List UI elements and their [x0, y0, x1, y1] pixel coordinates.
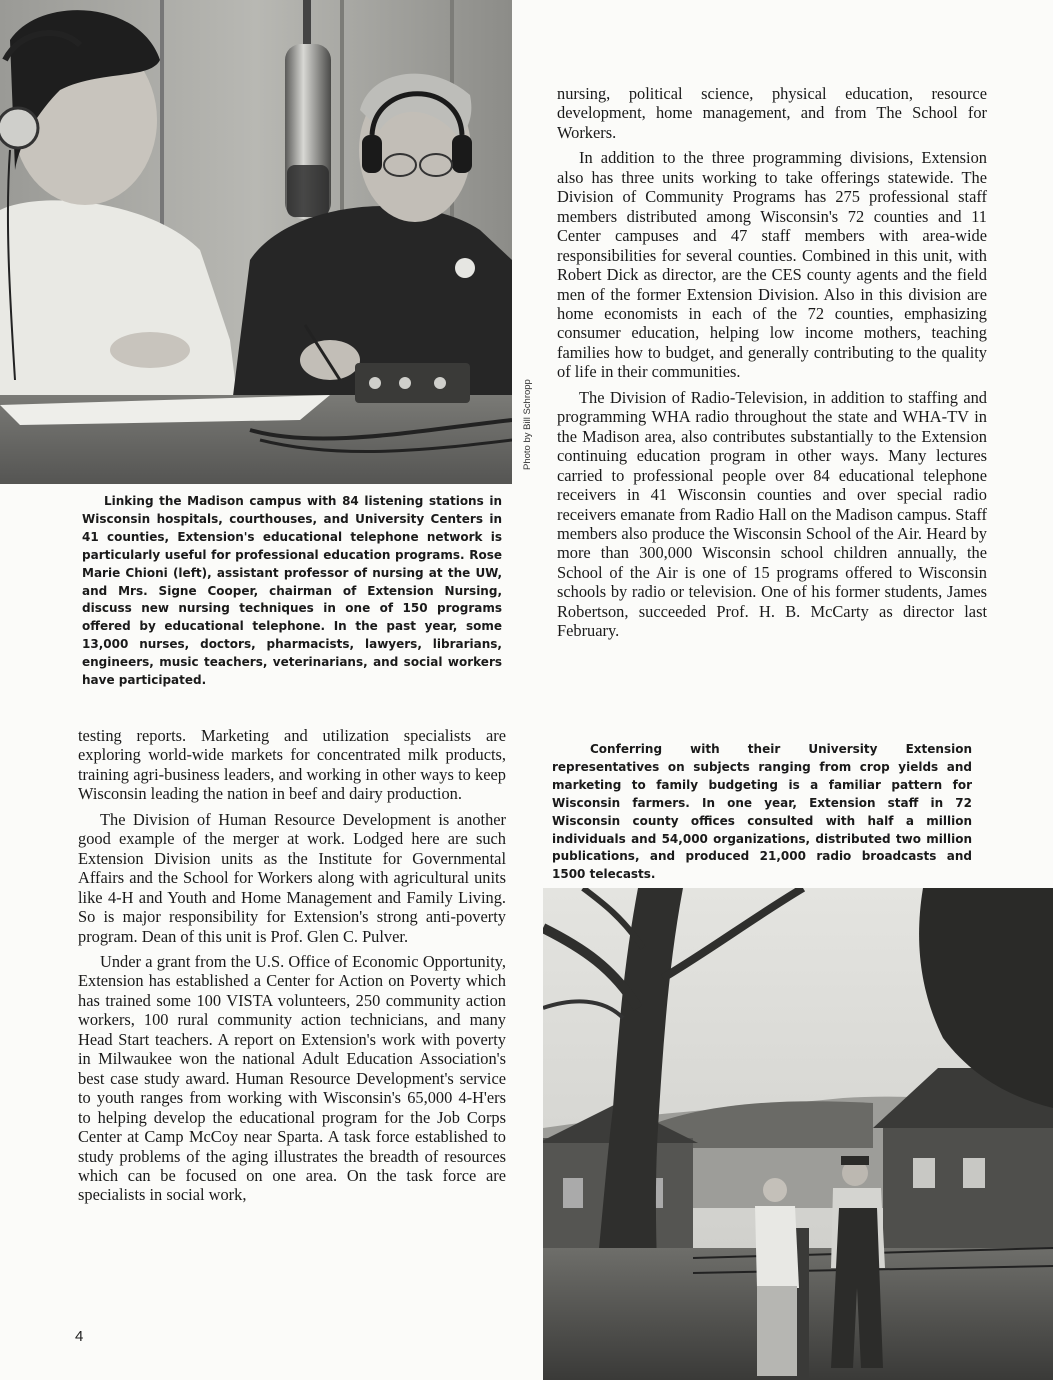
farm-photo — [543, 888, 1053, 1380]
left-paragraph-3: Under a grant from the U.S. Office of Economic Opportunity, Extension has established a Center for Action on Poverty which has trained some 100 VISTA volunteers, 250 community action workers, 100 rural community action technicians, and many Head Start teachers. A report on Extension's work with poverty in Milwaukee won the national Adult Education Association's best case study award. Human Resource Development's service to youth ranges from working with Wisconsin's 65,000 4-H'ers to helping develop the educational program for the Job Corps Center at Camp McCoy near Sparta. A task force established to study problems of the aging illustrates the breadth of resources which can be focused on one area. On the task force are specialists in social work, — [78, 951, 506, 1205]
right-paragraph-2: In addition to the three programming divisions, Extension also has three units working to take offerings statewide. The Division of Community Programs has 275 professional staff members distributed among Wisconsin's 72 counties and 11 Center campuses and 47 staff members with area-wide responsibilities for several counties. Combined in this unit, with Robert Dick as director, are the CES county agents and the field men of the former Extension Division. Also in this division are home economists in each of the 72 counties, emphasizing consumer education, helping low income mothers, teaching families how to budget, and generally contributing to the quality of life in their communities. — [557, 148, 987, 382]
farm-illustration — [543, 888, 1053, 1380]
photo-caption-bottom: Conferring with their University Extension representatives on subjects ranging from crop yields and marketing to family budgeting is a familiar pattern for Wisconsin farmers. In one year, Extension staff in 72 Wisconsin county offices consulted with half a million individuals and 54,000 organizations, distributed two million publications, and produced 21,000 radio broadcasts and 1500 telecasts. — [552, 742, 972, 882]
radio-studio-illustration — [0, 0, 512, 484]
right-paragraph-3: The Division of Radio-Television, in addition to staffing and programming WHA radio throughout the state and WHA-TV in the Madison area, also contributes substantially to the Extension continuing education program in other ways. Many lectures carried to professional people over 84 educational telephone receivers in 41 Wisconsin counties and over special radio receivers emanate from Radio Hall on the Madison campus. Staff members also produce the Wisconsin School of the Air. Heard by more than 300,000 Wisconsin school children annually, the School of the Air is one of 15 programs offered to Wisconsin schools by radio or television. One of his former students, James Robertson, succeeded Prof. H. B. McCarty as director last February. — [557, 387, 987, 641]
photo-caption-top: Linking the Madison campus with 84 listening stations in Wisconsin hospitals, courthouses, and University Centers in 41 counties, Extension's educational telephone network is particularly useful for professional education programs. Rose Marie Chioni (left), assistant professor of nursing at the UW, and Mrs. Signe Cooper, chairman of Extension Nursing, discuss new nursing techniques in one of 150 programs offered by educational telephone. In the past year, some 13,000 nurses, doctors, pharmacists, lawyers, librarians, engineers, music teachers, veterinarians, and social workers have participated. — [82, 494, 502, 688]
photo-credit: Photo by Bill Schropp — [522, 379, 533, 470]
left-column — [78, 726, 506, 1211]
page-number: 4 — [75, 1328, 84, 1345]
left-paragraph-2: The Division of Human Resource Development is another good example of the merger at work. Lodged here are such Extension Division units as the Institute for Governmental Affairs and the School for Workers along with agricultural units like 4-H and Youth and Home Management and Family Living. So is major responsibility for Extension's strong anti-poverty program. Dean of this unit is Prof. Glen C. Pulver. — [78, 809, 506, 946]
right-paragraph-1: nursing, political science, physical education, resource development, home management, and from The School for Workers. — [557, 84, 987, 142]
left-paragraph-1: testing reports. Marketing and utilization specialists are exploring world-wide markets for concentrated milk products, training agri-business leaders, and working in other ways to keep Wisconsin leading the nation in beef and dairy production. — [78, 726, 506, 804]
radio-studio-photo — [0, 0, 512, 484]
right-column — [557, 84, 987, 647]
